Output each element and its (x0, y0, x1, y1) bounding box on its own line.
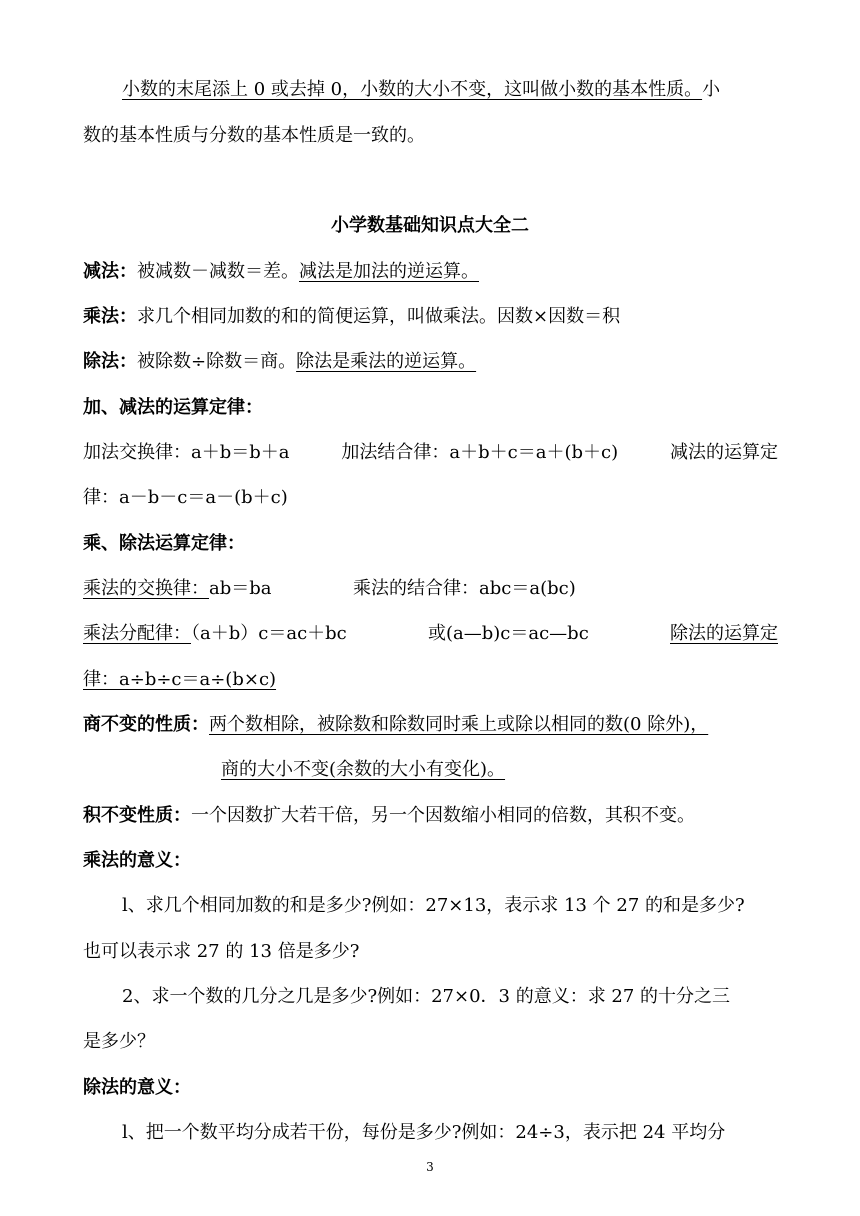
quotient-property-label: 商不变的性质： (83, 714, 209, 735)
multiplication-line (83, 305, 620, 329)
product-property-text: 一个因数扩大若干倍，另一个因数缩小相同的倍数，其积不变。 (191, 805, 695, 826)
add-sub-laws-heading: 加、减法的运算定律： (83, 397, 263, 418)
subtraction-label: 减法： (83, 261, 137, 282)
distributive-law (83, 622, 347, 646)
multiplication-text: 求几个相同加数的和的简便运算，叫做乘法。因数×因数＝积 (137, 306, 621, 327)
division-underlined: 除法是乘法的逆运算。 (296, 351, 477, 372)
addition-associative-law: 加法结合律：a＋b＋c＝a＋(b＋c) (341, 442, 619, 463)
multiplication-meaning-item2b: 是多少？ (83, 1031, 155, 1052)
decimal-property-tail: 小 (702, 79, 721, 100)
distributive-label: 乘法分配律： (83, 623, 191, 644)
subtraction-line (83, 260, 479, 284)
division-law-part1: 除法的运算定 (670, 623, 778, 644)
multiplication-associative-law: 乘法的结合律：abc＝a(bc) (353, 578, 576, 599)
multiplication-meaning-heading: 乘法的意义： (83, 850, 191, 871)
quotient-property-line1 (83, 713, 708, 737)
quotient-property-text2: 商的大小不变(余数的大小有变化)。 (221, 759, 506, 780)
quotient-property-text1: 两个数相除，被除数和除数同时乘上或除以相同的数(0 除外)， (209, 714, 709, 735)
distributive-law-alt: 或(a—b)c＝ac—bc (427, 623, 589, 644)
paragraph-decimal-property-line2: 数的基本性质与分数的基本性质是一致的。 (83, 125, 425, 146)
subtraction-underlined: 减法是加法的逆运算。 (299, 261, 479, 282)
product-property-label: 积不变性质： (83, 805, 191, 826)
addition-commutative-law: 加法交换律：a＋b＝b＋a (83, 442, 290, 463)
multiplication-commutative-formula: ab＝ba (209, 578, 272, 599)
subtraction-text: 被减数－减数＝差。 (137, 261, 299, 282)
multiplication-meaning-item1b: 也可以表示求 27 的 13 倍是多少? (83, 941, 360, 962)
division-text: 被除数÷除数＝商。 (137, 351, 297, 372)
page-number: 3 (426, 1160, 434, 1174)
multiplication-meaning-item2a: 2、求一个数的几分之几是多少?例如：27×0．3 的意义：求 27 的十分之三 (122, 986, 731, 1007)
add-sub-laws-row (83, 441, 778, 465)
mul-div-laws-heading: 乘、除法运算定律： (83, 533, 245, 554)
paragraph-decimal-property-line1 (122, 78, 720, 102)
distributive-row (83, 622, 778, 646)
subtraction-law-part1: 减法的运算定 (669, 442, 778, 463)
division-meaning-heading: 除法的意义： (83, 1077, 191, 1098)
subtraction-law-part2: 律：a－b－c＝a－(b＋c) (83, 487, 288, 508)
division-law-part2: 律：a÷b÷c＝a÷(b×c) (83, 669, 277, 690)
page-title: 小学数基础知识点大全二 (331, 215, 529, 236)
division-line (83, 350, 476, 374)
product-property-line (83, 804, 695, 828)
decimal-property-underlined: 小数的末尾添上 0 或去掉 0，小数的大小不变，这叫做小数的基本性质。 (122, 79, 703, 100)
multiplication-meaning-item1a: l、求几个相同加数的和是多少?例如：27×13，表示求 13 个 27 的和是多少? (122, 895, 745, 916)
multiplication-commutative-law (83, 577, 272, 601)
division-meaning-item1a: l、把一个数平均分成若干份，每份是多少?例如：24÷3，表示把 24 平均分 (122, 1122, 726, 1143)
division-label: 除法： (83, 351, 137, 372)
multiplication-label: 乘法： (83, 306, 137, 327)
multiplication-commutative-label: 乘法的交换律： (83, 578, 209, 599)
distributive-formula: （a＋b）c＝ac＋bc (191, 623, 347, 644)
